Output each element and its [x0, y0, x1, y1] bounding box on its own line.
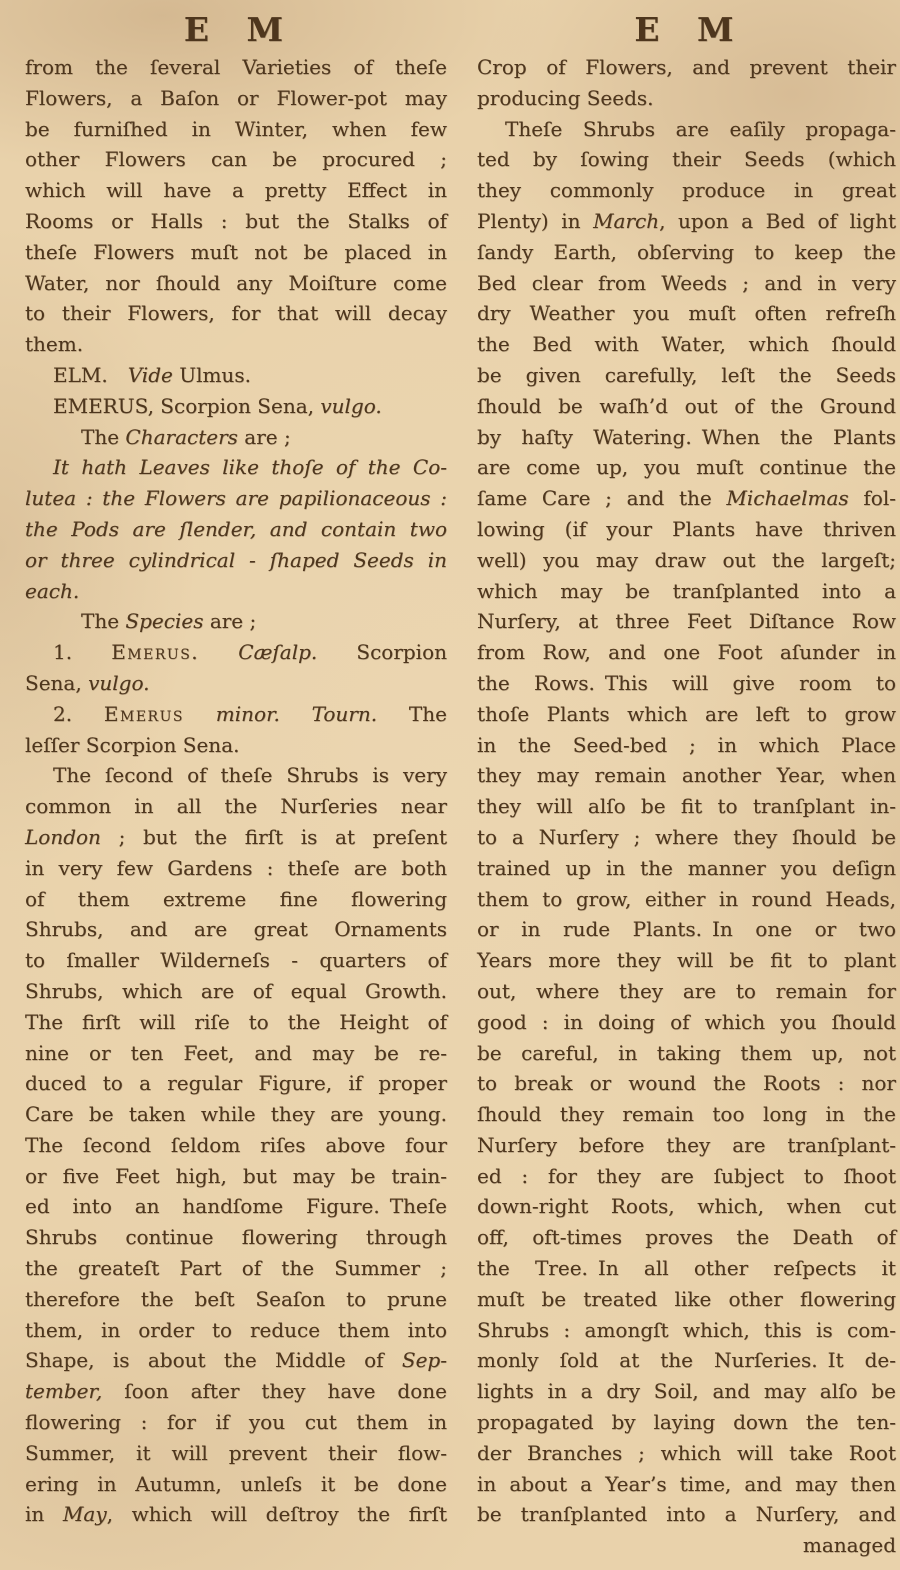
text-run: Ulmus.: [172, 362, 251, 387]
text-line: [25, 237, 447, 268]
text-run: dry Weather you muſt often refreſh: [477, 301, 896, 326]
text-run: Theſe Shrubs are eaſily propaga-: [505, 116, 896, 141]
text-line: [477, 1469, 896, 1500]
text-line: [477, 1007, 896, 1038]
text-line: [477, 1038, 896, 1069]
text-line: [477, 360, 896, 391]
text-run: ed : for they are ſubject to ſhoot: [477, 1163, 896, 1188]
text-line: [477, 1068, 896, 1099]
text-line: [477, 391, 896, 422]
text-run: which may be tranſplanted into a: [477, 578, 896, 603]
italic-text-run: Characters: [125, 424, 238, 449]
text-run: The ſecond of theſe Shrubs is very: [53, 763, 447, 788]
text-run: down-right Roots, which, when cut: [477, 1194, 896, 1219]
text-run: der Branches ; which will take Root: [477, 1440, 896, 1465]
text-run: out, where they are to remain for: [477, 978, 896, 1003]
text-run: The ſecond ſeldom riſes above four: [25, 1132, 447, 1157]
italic-text-run: each.: [25, 578, 80, 603]
column-left: [25, 0, 447, 1530]
text-run: ſandy Earth, obſerving to keep the: [477, 239, 896, 264]
text-run: Bed clear from Weeds ; and in very: [477, 270, 896, 295]
text-line: [25, 1161, 447, 1192]
text-line: [25, 452, 447, 483]
text-run: Summer, it will prevent their flow-: [25, 1440, 447, 1465]
text-run: Shrubs, and are great Ornaments: [25, 917, 447, 942]
text-run: [199, 640, 238, 664]
text-line: [477, 545, 896, 576]
text-run: well) you may draw out the largeſt;: [477, 547, 896, 572]
text-line: [477, 1345, 896, 1376]
text-line: [477, 1222, 896, 1253]
italic-text-run: minor. Tourn.: [215, 701, 378, 726]
text-line: [477, 422, 896, 453]
text-line: [477, 760, 896, 791]
text-run: Scorpion: [317, 640, 448, 665]
italic-text-run: Michaelmas: [726, 486, 849, 511]
italic-text-run: vulgo.: [320, 393, 382, 418]
text-line: [477, 945, 896, 976]
text-line: [25, 945, 447, 976]
text-run: propagated by laying down the ten-: [477, 1410, 896, 1435]
text-line: [477, 483, 896, 514]
text-line: [477, 884, 896, 915]
text-line: [25, 699, 447, 730]
text-run: they will alſo be fit to tranſplant in-: [477, 794, 896, 819]
text-run: them, in order to reduce them into: [25, 1317, 447, 1342]
text-line: [477, 298, 896, 329]
text-line: [25, 1130, 447, 1161]
text-run: producing Seeds.: [477, 85, 654, 110]
text-line: [477, 1130, 896, 1161]
text-line: [477, 1407, 896, 1438]
text-run: ted by ſowing their Seeds (which: [477, 147, 896, 172]
text-line: [25, 576, 447, 607]
text-line: [25, 1407, 447, 1438]
text-line: [25, 1284, 447, 1315]
text-line: [477, 1284, 896, 1315]
text-line: [25, 791, 447, 822]
text-line: [25, 1499, 447, 1530]
text-line: [477, 699, 896, 730]
text-run: muſt be treated like other flowering: [477, 1286, 896, 1311]
text-run: therefore the beſt Seaſon to prune: [25, 1286, 447, 1311]
text-run: Nurſery, at three Feet Diſtance Row: [477, 609, 896, 634]
text-run: they may remain another Year, when: [477, 763, 896, 788]
text-run: or in rude Plants. In one or two: [477, 917, 896, 942]
text-line: [477, 514, 896, 545]
text-run: EMERUS, Scorpion Sena,: [53, 393, 321, 418]
column-left-text: [25, 52, 447, 1530]
text-line: [477, 1253, 896, 1284]
text-line: [477, 668, 896, 699]
text-run: ſame Care ; and the: [477, 486, 727, 511]
text-line: [25, 514, 447, 545]
text-run: The: [377, 701, 447, 726]
smallcaps-text-run: Emerus.: [111, 640, 200, 665]
italic-text-run: Sep-: [401, 1348, 447, 1373]
text-run: are ;: [237, 424, 291, 449]
text-run: be given carefully, leſt the Seeds: [477, 362, 896, 387]
italic-text-run: the Pods are ſlender, and contain two: [25, 516, 447, 541]
text-line: [477, 206, 896, 237]
text-run: are ;: [203, 609, 257, 634]
text-line: [25, 1345, 447, 1376]
text-run: Water, nor ſhould any Moiſture come: [25, 270, 447, 295]
text-run: The: [81, 609, 126, 634]
text-line: [477, 576, 896, 607]
column-right-text: [477, 52, 896, 1561]
text-line: [25, 606, 447, 637]
text-line: [477, 976, 896, 1007]
text-run: thoſe Plants which are left to grow: [477, 701, 896, 726]
italic-text-run: Cæſalp.: [238, 640, 318, 665]
text-run: nine or ten Feet, and may be re-: [25, 1040, 447, 1065]
text-run: of them extreme fine flowering: [25, 886, 447, 911]
text-run: to a Nurſery ; where they ſhould be: [477, 824, 896, 849]
text-line: [25, 545, 447, 576]
text-run: lights in a dry Soil, and may alſo be: [477, 1379, 896, 1404]
text-run: common in all the Nurſeries near: [25, 794, 447, 819]
text-line: [25, 1438, 447, 1469]
text-line: [25, 1038, 447, 1069]
text-line: [477, 822, 896, 853]
text-run: monly ſold at the Nurſeries. It de-: [477, 1348, 896, 1373]
text-run: from Row, and one Foot aſunder in: [477, 640, 896, 665]
text-line: [25, 391, 447, 422]
text-line: [25, 483, 447, 514]
text-line: [477, 1530, 896, 1561]
text-line: [477, 83, 896, 114]
text-run: fol-: [848, 486, 896, 511]
text-line: [25, 822, 447, 853]
text-run: in about a Year’s time, and may then: [477, 1471, 896, 1496]
text-line: [25, 329, 447, 360]
text-run: Shrubs, which are of equal Growth.: [25, 978, 447, 1003]
text-line: [477, 730, 896, 761]
italic-text-run: It hath Leaves like thoſe of the Co-: [53, 455, 447, 480]
text-run: which will have a pretty Effect in: [25, 178, 447, 203]
text-run: the greateſt Part of the Summer ;: [25, 1256, 447, 1281]
text-run: in the Seed-bed ; in which Place: [477, 732, 896, 757]
text-run: theſe Flowers muſt not be placed in: [25, 239, 447, 264]
text-run: be tranſplanted into a Nurſery, and: [477, 1502, 896, 1527]
text-line: [25, 1315, 447, 1346]
text-run: , upon a Bed of light: [659, 208, 897, 233]
text-run: lowing (if your Plants have thriven: [477, 516, 896, 541]
running-head-left: E M: [183, 10, 289, 49]
text-line: [25, 268, 447, 299]
text-run: off, oft-times proves the Death of: [477, 1225, 896, 1250]
text-run: trained up in the manner you deſign: [477, 855, 896, 880]
text-line: [25, 1191, 447, 1222]
text-line: [25, 976, 447, 1007]
text-run: Sena,: [25, 670, 89, 695]
italic-text-run: vulgo.: [88, 670, 150, 695]
text-line: [477, 1376, 896, 1407]
text-line: [25, 1099, 447, 1130]
text-line: [477, 1099, 896, 1130]
text-line: [25, 175, 447, 206]
text-run: be careful, in taking them up, not: [477, 1040, 896, 1065]
text-run: are come up, you muſt continue the: [477, 455, 896, 480]
text-run: the Bed with Water, which ſhould: [477, 332, 896, 357]
text-line: [25, 114, 447, 145]
text-line: [25, 668, 447, 699]
italic-text-run: Species: [125, 609, 204, 634]
italic-text-run: lutea : the Flowers are papilionaceous :: [25, 486, 447, 511]
text-line: [477, 1499, 896, 1530]
text-line: [477, 606, 896, 637]
text-line: [25, 144, 447, 175]
text-run: Plenty) in: [477, 208, 594, 233]
text-run: they commonly produce in great: [477, 178, 896, 203]
text-line: [25, 1469, 447, 1500]
text-run: managed: [802, 1533, 896, 1558]
text-run: the Tree. In all other reſpects it: [477, 1256, 896, 1281]
text-line: [25, 1007, 447, 1038]
text-line: [25, 914, 447, 945]
text-run: good : in doing of which you ſhould: [477, 1009, 896, 1034]
text-run: The: [81, 424, 126, 449]
text-line: [477, 329, 896, 360]
text-line: [25, 52, 447, 83]
text-run: to break or wound the Roots : nor: [477, 1071, 896, 1096]
italic-text-run: tember,: [25, 1379, 103, 1404]
text-run: Shrubs : amongſt which, this is com-: [477, 1317, 896, 1342]
text-run: ELM.: [53, 362, 128, 387]
text-run: the Rows. This will give room to: [477, 670, 896, 695]
text-run: them.: [25, 332, 84, 357]
text-line: [477, 144, 896, 175]
text-line: [25, 1253, 447, 1284]
italic-text-run: Vide: [127, 362, 173, 387]
text-run: Crop of Flowers, and prevent their: [477, 55, 896, 79]
text-run: to their Flowers, for that will decay: [25, 301, 447, 326]
text-line: [477, 1161, 896, 1192]
text-run: duced to a regular Figure, if proper: [25, 1071, 447, 1096]
text-line: [25, 1068, 447, 1099]
text-line: [477, 637, 896, 668]
text-run: ſhould they remain too long in the: [477, 1102, 896, 1127]
text-run: in very few Gardens : theſe are both: [25, 855, 447, 880]
italic-text-run: London: [25, 824, 101, 849]
text-run: Shrubs continue flowering through: [25, 1225, 447, 1250]
text-line: [25, 206, 447, 237]
text-run: 2.: [53, 701, 104, 726]
text-run: Shape, is about the Middle of: [25, 1348, 402, 1373]
text-run: Nurſery before they are tranſplant-: [477, 1132, 896, 1157]
text-line: [25, 422, 447, 453]
text-line: [477, 1438, 896, 1469]
text-line: [477, 914, 896, 945]
text-run: Care be taken while they are young.: [25, 1102, 447, 1127]
text-run: Flowers, a Baſon or Flower-pot may: [25, 85, 447, 110]
text-line: [25, 1222, 447, 1253]
text-line: [25, 853, 447, 884]
text-line: [477, 853, 896, 884]
column-right: [477, 0, 896, 1561]
text-line: [477, 452, 896, 483]
text-line: [477, 114, 896, 145]
text-run: in: [25, 1502, 63, 1527]
text-run: to ſmaller Wilderneſs - quarters of: [25, 948, 447, 973]
text-line: [25, 1376, 447, 1407]
text-run: The firſt will riſe to the Height of: [25, 1009, 447, 1034]
smallcaps-text-run: Emerus: [103, 701, 184, 726]
text-line: [25, 730, 447, 761]
text-run: other Flowers can be procured ;: [25, 147, 447, 172]
text-run: ſoon after they have done: [102, 1379, 447, 1404]
text-line: [477, 1315, 896, 1346]
text-run: ering in Autumn, unleſs it be done: [25, 1471, 447, 1496]
text-run: by haſty Watering. When the Plants: [477, 424, 896, 449]
text-run: or five Feet high, but may be train-: [25, 1163, 447, 1188]
text-line: [25, 298, 447, 329]
text-run: Years more they will be fit to plant: [477, 948, 896, 973]
text-run: from the ſeveral Varieties of theſe: [25, 55, 447, 79]
text-line: [25, 83, 447, 114]
text-line: [25, 884, 447, 915]
italic-text-run: May: [62, 1502, 107, 1527]
text-run: ed into an handſome Figure. Theſe: [25, 1194, 447, 1219]
text-line: [477, 268, 896, 299]
text-line: [25, 637, 447, 668]
text-run: ſhould be waſh’d out of the Ground: [477, 393, 896, 418]
text-run: be furniſhed in Winter, when few: [25, 116, 447, 141]
text-run: 1.: [53, 640, 112, 665]
text-line: [477, 237, 896, 268]
text-run: Rooms or Halls : but the Stalks of: [25, 208, 447, 233]
text-run: , which will deſtroy the firſt: [106, 1502, 447, 1527]
running-head-right: E M: [634, 10, 739, 49]
text-line: [25, 360, 447, 391]
text-run: [184, 702, 216, 726]
text-run: leſſer Scorpion Sena.: [25, 732, 240, 757]
text-line: [477, 791, 896, 822]
text-line: [477, 175, 896, 206]
text-run: flowering : for if you cut them in: [25, 1410, 447, 1435]
text-line: [477, 52, 896, 83]
text-run: ; but the firſt is at preſent: [100, 824, 447, 849]
italic-text-run: or three cylindrical - ſhaped Seeds in: [25, 547, 447, 572]
italic-text-run: March: [593, 208, 660, 233]
text-run: them to grow, either in round Heads,: [477, 886, 896, 911]
text-line: [25, 760, 447, 791]
text-line: [477, 1191, 896, 1222]
